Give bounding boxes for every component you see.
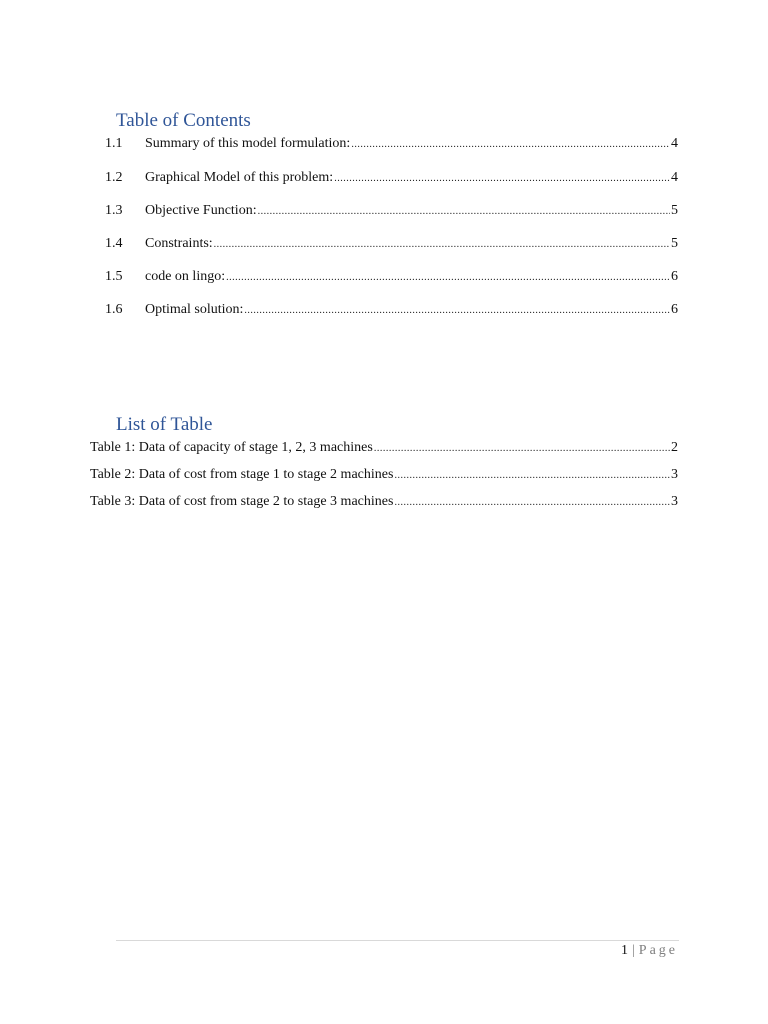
list-of-table-entry-title: Table 3: Data of cost from stage 2 to stage 3 machines bbox=[90, 494, 394, 509]
toc-entry-page: 4 bbox=[671, 136, 678, 151]
toc-entry-page: 6 bbox=[671, 302, 678, 317]
toc-entry[interactable] bbox=[105, 204, 678, 218]
toc-entry-number: 1.2 bbox=[105, 170, 123, 185]
toc-entry-title: Constraints: bbox=[145, 236, 213, 251]
list-of-table-heading: List of Table bbox=[116, 414, 213, 435]
dot-leader bbox=[351, 140, 670, 150]
dot-leader bbox=[244, 306, 670, 316]
toc-entry[interactable] bbox=[105, 137, 678, 151]
list-of-table-entry-page: 2 bbox=[671, 440, 678, 455]
dot-leader bbox=[394, 498, 670, 508]
toc-entry-number: 1.5 bbox=[105, 269, 123, 284]
toc-entry[interactable] bbox=[105, 237, 678, 251]
list-of-table-entry[interactable] bbox=[90, 495, 678, 509]
toc-entry[interactable] bbox=[105, 270, 678, 284]
list-of-table-entry-page: 3 bbox=[671, 494, 678, 509]
list-of-table-entry[interactable] bbox=[90, 441, 678, 455]
page-label: Page bbox=[638, 943, 678, 958]
dot-leader bbox=[258, 207, 670, 217]
footer-divider bbox=[116, 940, 679, 941]
toc-entry[interactable] bbox=[105, 171, 678, 185]
toc-entry-title: Optimal solution: bbox=[145, 302, 244, 317]
toc-entry-number: 1.3 bbox=[105, 203, 123, 218]
list-of-table-entry-title: Table 1: Data of capacity of stage 1, 2, 3 machines bbox=[90, 440, 373, 455]
list-of-table-entry-title: Table 2: Data of cost from stage 1 to stage 2 machines bbox=[90, 467, 394, 482]
list-of-table-entry-page: 3 bbox=[671, 467, 678, 482]
toc-entry-title: code on lingo: bbox=[145, 269, 226, 284]
toc-entry-title: Graphical Model of this problem: bbox=[145, 170, 334, 185]
dot-leader bbox=[374, 444, 670, 454]
toc-entry-page: 6 bbox=[671, 269, 678, 284]
toc-heading: Table of Contents bbox=[116, 110, 251, 131]
toc-entry-title: Objective Function: bbox=[145, 203, 257, 218]
list-of-table-entry[interactable] bbox=[90, 468, 678, 482]
page-footer bbox=[621, 944, 678, 958]
toc-entry[interactable] bbox=[105, 303, 678, 317]
dot-leader bbox=[394, 471, 670, 481]
dot-leader bbox=[226, 273, 670, 283]
dot-leader bbox=[334, 174, 670, 184]
toc-entry-page: 5 bbox=[671, 203, 678, 218]
toc-entry-page: 5 bbox=[671, 236, 678, 251]
toc-entry-title: Summary of this model formulation: bbox=[145, 136, 351, 151]
toc-entry-page: 4 bbox=[671, 170, 678, 185]
toc-entry-number: 1.1 bbox=[105, 136, 123, 151]
toc-entry-number: 1.6 bbox=[105, 302, 123, 317]
dot-leader bbox=[214, 240, 670, 250]
toc-entry-number: 1.4 bbox=[105, 236, 123, 251]
footer-separator: | bbox=[631, 943, 635, 958]
page-number: 1 bbox=[620, 943, 628, 958]
